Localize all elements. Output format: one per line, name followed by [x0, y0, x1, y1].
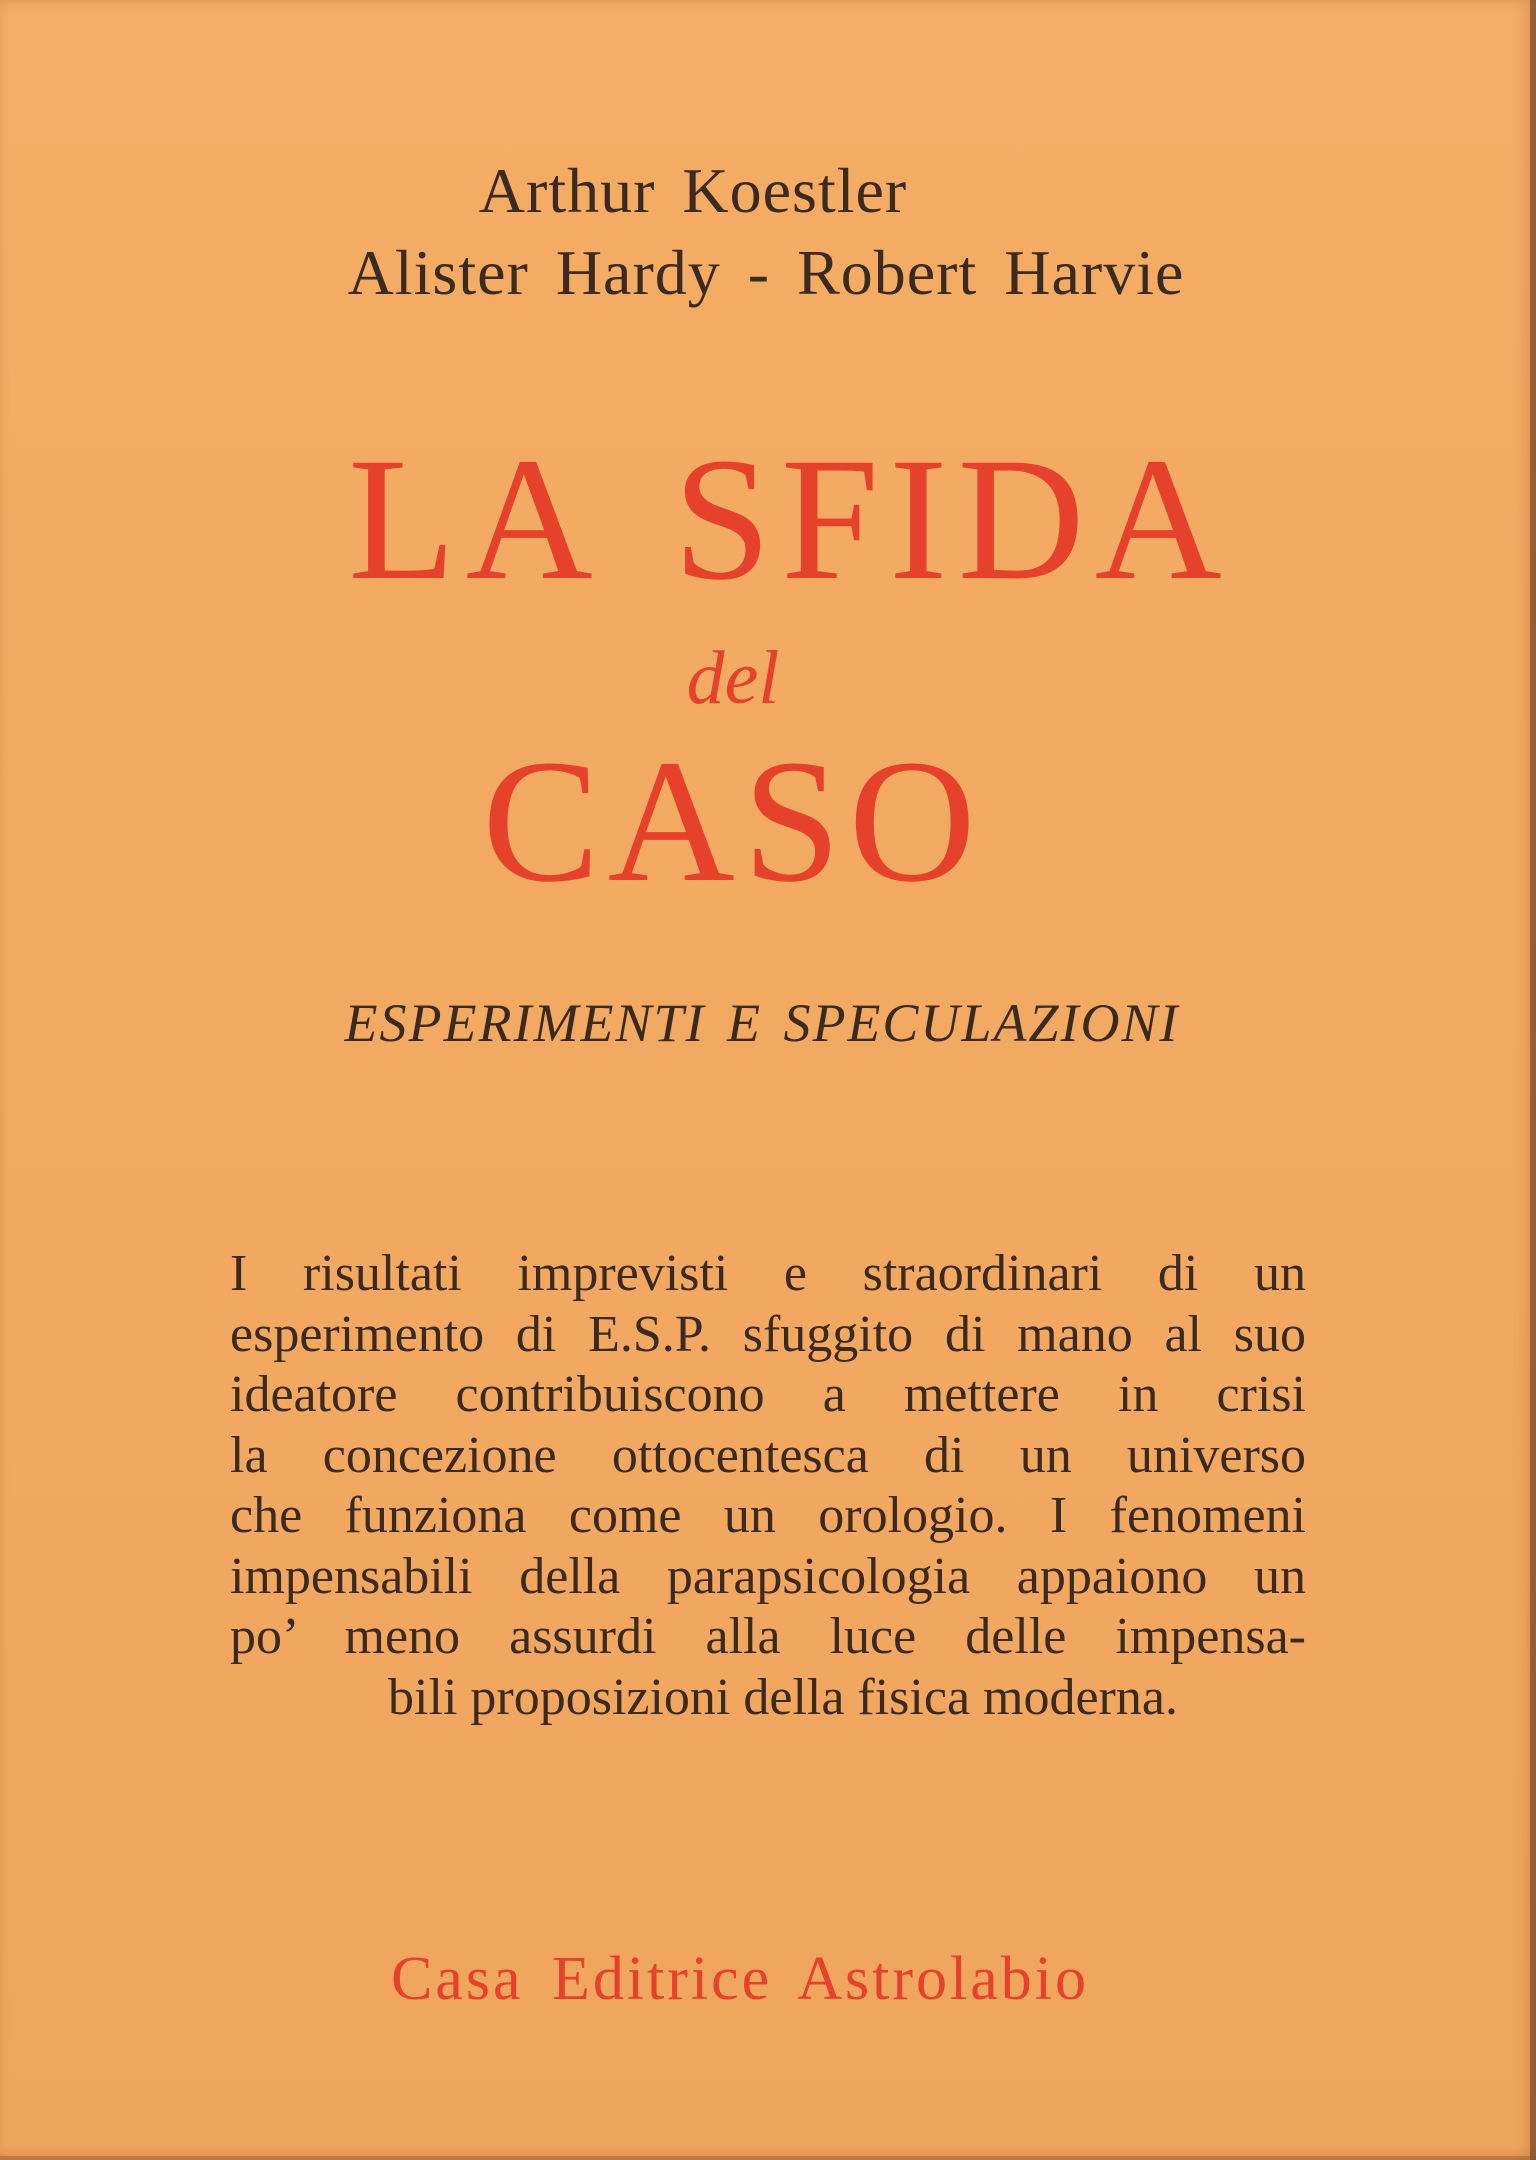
blurb-line: po’ meno assurdi alla luce delle impensa- [230, 1608, 1306, 1665]
title-caso: CASO [482, 724, 984, 919]
title-del: del [686, 636, 780, 720]
blurb-line: che funziona come un orologio. I fenomeni [230, 1487, 1306, 1544]
blurb-line: la concezione ottocentesca di un universo [230, 1426, 1306, 1484]
title-la-sfida: LA SFIDA [348, 422, 1232, 617]
blurb-line: I risultati imprevisti e straordinari di un [230, 1245, 1306, 1302]
subtitle: ESPERIMENTI E SPECULAZIONI [344, 993, 1180, 1053]
authors-hardy-harvie: Alister Hardy - Robert Harvie [347, 237, 1185, 308]
blurb-line: impensabili della parapsicologia appaiono un [230, 1547, 1306, 1605]
publisher-name: Casa Editrice Astrolabio [390, 1945, 1090, 2013]
blurb-line: esperimento di E.S.P. sfuggito di mano al suo [230, 1305, 1306, 1363]
authors-block [0, 150, 1536, 314]
blurb-line: ideatore contribuiscono a mettere in crisi [230, 1366, 1306, 1423]
author-koestler: Arthur Koestler [478, 155, 908, 226]
blurb-text [230, 1244, 1306, 1728]
cover-right-edge [1530, 0, 1536, 2160]
blurb-line: bili proposizioni della fisica moderna. [388, 1668, 1178, 1726]
title-block [0, 422, 1536, 919]
cover-bottom-edge [0, 2156, 1536, 2160]
